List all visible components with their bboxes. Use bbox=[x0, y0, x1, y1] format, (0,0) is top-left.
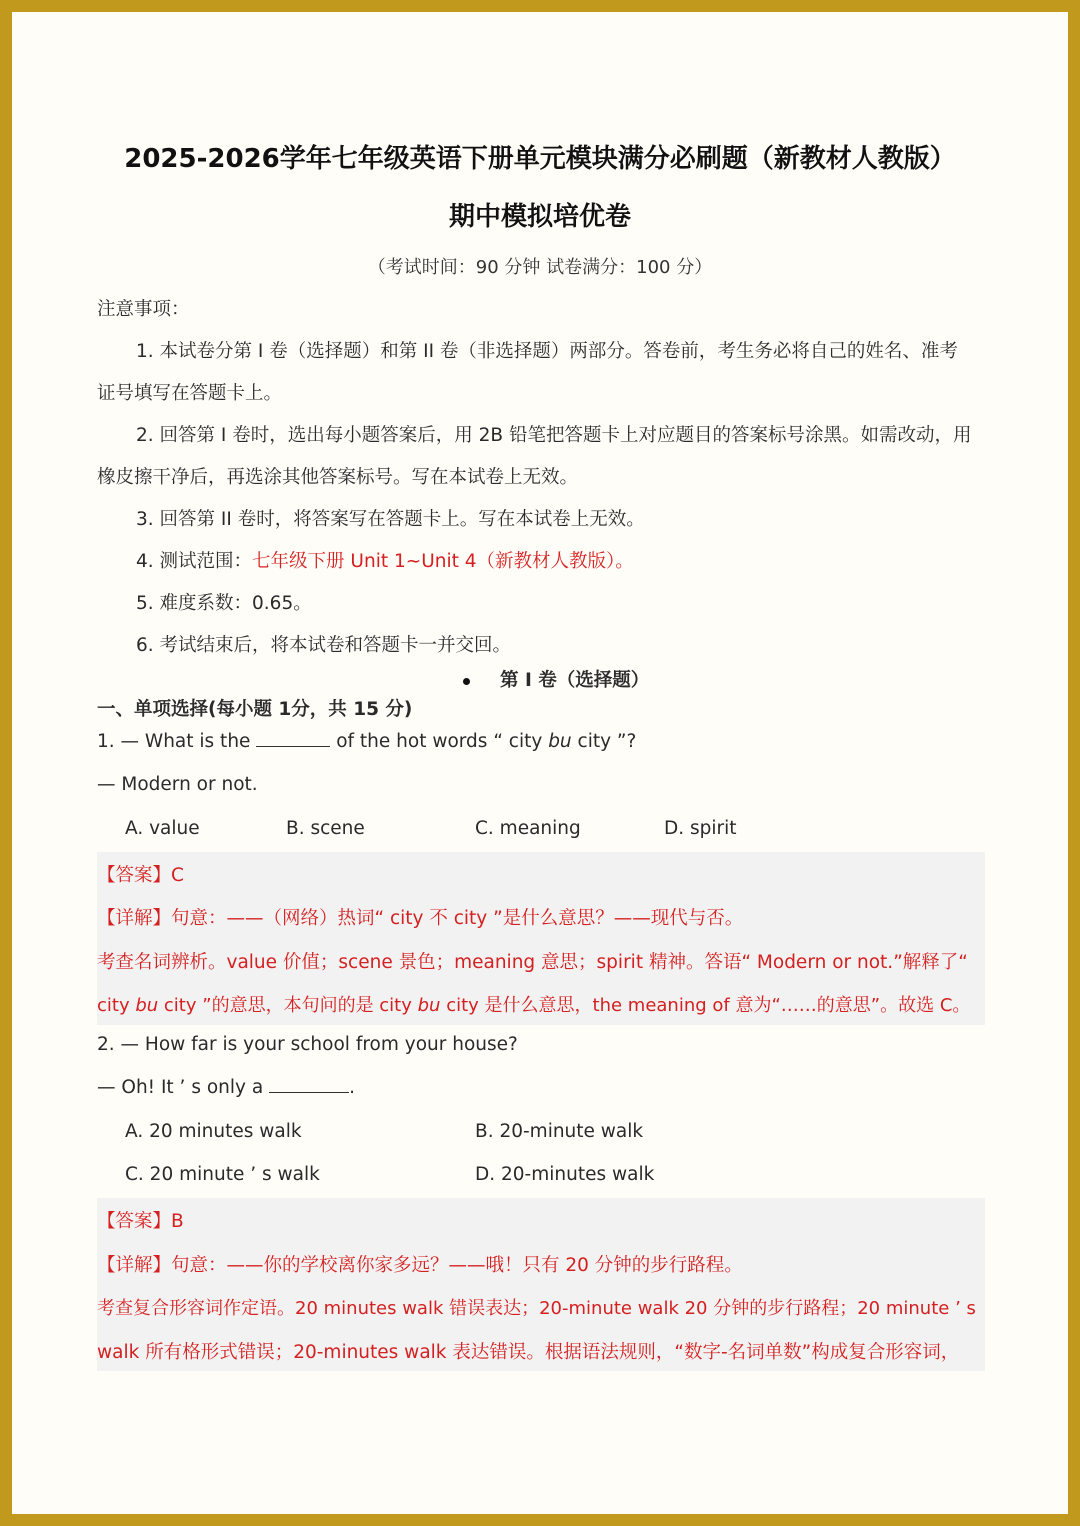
note-item-3: 3. 回答第 II 卷时，将答案写在答题卡上。写在本试卷上无效。 bbox=[136, 509, 645, 530]
q2-answer: 【答案】B bbox=[97, 1211, 184, 1232]
q2-option-a: A. 20 minutes walk bbox=[125, 1121, 302, 1142]
q2-explain-2: 考查复合形容词作定语。20 minutes walk 错误表达；20-minute walk 20 分钟的步行路程；20 minute ’ s bbox=[97, 1298, 976, 1319]
q1-explain-3bu2: bu bbox=[417, 995, 441, 1016]
q1-stem-c: city ”? bbox=[571, 731, 637, 752]
volume-title bbox=[463, 666, 649, 692]
q1-explain-3a: city bbox=[97, 995, 136, 1016]
q2-reply-a: — Oh! It ’ s only a bbox=[97, 1077, 270, 1098]
q1-answer: 【答案】C bbox=[97, 865, 184, 886]
q2-stem: 2. — How far is your school from your house? bbox=[97, 1034, 518, 1055]
q1-option-a: A. value bbox=[125, 818, 200, 839]
part1-title: 一、单项选择(每小题 1分，共 15 分) bbox=[97, 699, 413, 720]
q2-blank bbox=[269, 1078, 349, 1093]
q1-explain-3c: city 是什么意思，the meaning of 意为“……的意思”。故选 C。 bbox=[440, 995, 971, 1016]
volume-title-text: 第 I 卷（选择题） bbox=[500, 670, 650, 691]
q1-stem bbox=[97, 731, 636, 752]
note-item-6: 6. 考试结束后，将本试卷和答题卡一并交回。 bbox=[136, 635, 512, 656]
q1-stem-a: 1. — What is the bbox=[97, 731, 257, 752]
q1-option-d: D. spirit bbox=[664, 818, 737, 839]
q1-option-b: B. scene bbox=[286, 818, 365, 839]
q1-stem-bu: bu bbox=[548, 731, 572, 752]
note-item-1-cont: 证号填写在答题卡上。 bbox=[97, 383, 283, 404]
q1-stem-b: of the hot words “ city bbox=[330, 731, 549, 752]
q2-option-d: D. 20-minutes walk bbox=[475, 1164, 655, 1185]
q1-explain-3b: city ”的意思，本句问的是 city bbox=[158, 995, 418, 1016]
note-item-2: 2. 回答第 I 卷时，选出每小题答案后，用 2B 铅笔把答题卡上对应题目的答案标号涂黑。如需改动，用 bbox=[136, 425, 972, 446]
q1-reply: — Modern or not. bbox=[97, 774, 258, 795]
note-item-5: 5. 难度系数：0.65。 bbox=[136, 593, 312, 614]
note-item-2-cont: 橡皮擦干净后，再选涂其他答案标号。写在本试卷上无效。 bbox=[97, 467, 579, 488]
test-scope: 七年级下册 Unit 1~Unit 4（新教材人教版）。 bbox=[252, 551, 634, 572]
q2-option-b: B. 20-minute walk bbox=[475, 1121, 644, 1142]
q1-explain-3bu: bu bbox=[135, 995, 159, 1016]
q2-reply bbox=[97, 1077, 355, 1098]
q2-explain-3: walk 所有格形式错误；20-minutes walk 表达错误。根据语法规则，“数字-名词单数”构成复合形容词， bbox=[97, 1342, 960, 1363]
document-subtitle: 期中模拟培优卷 bbox=[448, 202, 631, 232]
q1-option-c: C. meaning bbox=[475, 818, 581, 839]
q1-explain-3 bbox=[97, 991, 970, 1017]
exam-info: （考试时间：90 分钟 试卷满分：100 分） bbox=[367, 257, 713, 278]
bullet-icon bbox=[463, 678, 470, 685]
q2-explain-1: 【详解】句意：——你的学校离你家多远？——哦！只有 20 分钟的步行路程。 bbox=[97, 1255, 743, 1276]
q2-option-c: C. 20 minute ’ s walk bbox=[125, 1164, 320, 1185]
notes-heading: 注意事项： bbox=[97, 299, 190, 320]
note-item-1: 1. 本试卷分第 I 卷（选择题）和第 II 卷（非选择题）两部分。答卷前，考生务必将自己的姓名、准考 bbox=[136, 341, 958, 362]
note-item-4-label: 4. 测试范围： bbox=[136, 551, 253, 572]
q2-reply-b: . bbox=[349, 1077, 355, 1098]
q1-blank bbox=[256, 732, 330, 747]
document-title: 2025-2026学年七年级英语下册单元模块满分必刷题（新教材人教版） bbox=[124, 144, 956, 174]
note-item-4 bbox=[136, 547, 634, 573]
q1-explain-1: 【详解】句意：——（网络）热词“ city 不 city ”是什么意思？——现代与否。 bbox=[97, 908, 744, 929]
q1-explain-2: 考查名词辨析。value 价值；scene 景色；meaning 意思；spirit 精神。答语“ Modern or not.”解释了“ bbox=[97, 952, 968, 973]
